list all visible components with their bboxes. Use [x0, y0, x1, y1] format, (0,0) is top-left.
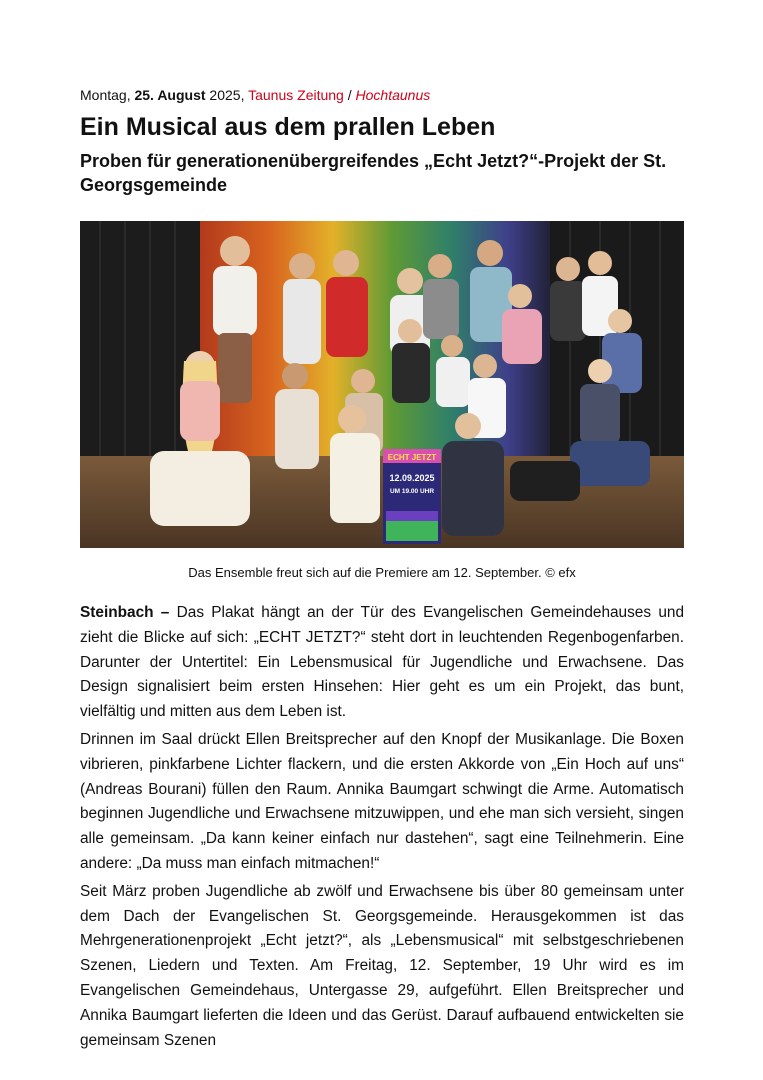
poster-time: UM 19.00 UHR [389, 488, 435, 495]
dateline-weekday: Montag, [80, 87, 131, 103]
publication-name: Taunus Zeitung [248, 87, 344, 103]
dateline [80, 86, 430, 104]
article-body [80, 601, 684, 1056]
poster-date: 12.09.2025 [389, 473, 435, 483]
article-paragraph-1-text: Das Plakat hängt an der Tür des Evangelischen Gemeindehauses und zieht die Blicke auf sich: „ECHT JETZT?“ steht dort in leuchtenden Regenbogenfarben. Darunter der Untertitel: Ein Lebensmusical für Jugendliche und Erwachsene. Das Design signalisiert beim ersten Hinsehen: Hier geht es um ein Projekt, das bunt, vielfältig und mitten aus dem Leben ist. [80, 604, 685, 721]
section-name: Hochtaunus [355, 87, 431, 103]
dateline-year: 2025, [209, 87, 245, 103]
poster-title: ECHT JETZT [387, 453, 437, 462]
headline: Ein Musical aus dem prallen Leben [80, 113, 496, 141]
photo-caption: Das Ensemble freut sich auf die Premiere am 12. September. © efx [188, 565, 576, 580]
dateline-separator: / [347, 87, 352, 103]
ensemble-photo [80, 221, 684, 548]
subheadline: Proben für generationenübergreifendes „Echt Jetzt?“-Projekt der St. Georgsgemeinde [80, 151, 667, 195]
article-paragraph [80, 601, 684, 725]
musical-poster [383, 449, 441, 544]
ensemble-photo-illustration [80, 221, 684, 548]
article-paragraph: Drinnen im Saal drückt Ellen Breitsprecher auf den Knopf der Musikanlage. Die Boxen vibrieren, pinkfarbene Lichter flackern, und die ersten Akkorde von „Ein Hoch auf uns“ (Andreas Bourani) füllen den Raum. Annika Baumgart schwingt die Arme. Automatisch beginnen Jugendliche und Erwachsene mitzuwippen, und ehe man sich versieht, singen alle gemeinsam. „Da kann keiner einfach nur dastehen“, sagt eine Teilnehmerin. Eine andere: „Da muss man einfach mitmachen!“ [80, 730, 684, 872]
dateline-date: 25. August [134, 87, 206, 103]
article-lead-label: Steinbach – [80, 604, 170, 621]
article-paragraph: Seit März proben Jugendliche ab zwölf und Erwachsene bis über 80 gemeinsam unter dem Dach der Evangelischen St. Georgsgemeinde. Herausgekommen ist das Mehrgenerationenprojekt „Echt jetzt?“, als „Lebensmusical“ mit selbstgeschriebenen Szenen, Liedern und Texten. Am Freitag, 12. September, 19 Uhr wird es im Evangelischen Gemeindehaus, Untergasse 29, aufgeführt. Ellen Breitsprecher und Annika Baumgart lieferten die Ideen und das Gerüst. Darauf aufbauend entwickelten sie gemeinsam Szenen [80, 882, 684, 1049]
